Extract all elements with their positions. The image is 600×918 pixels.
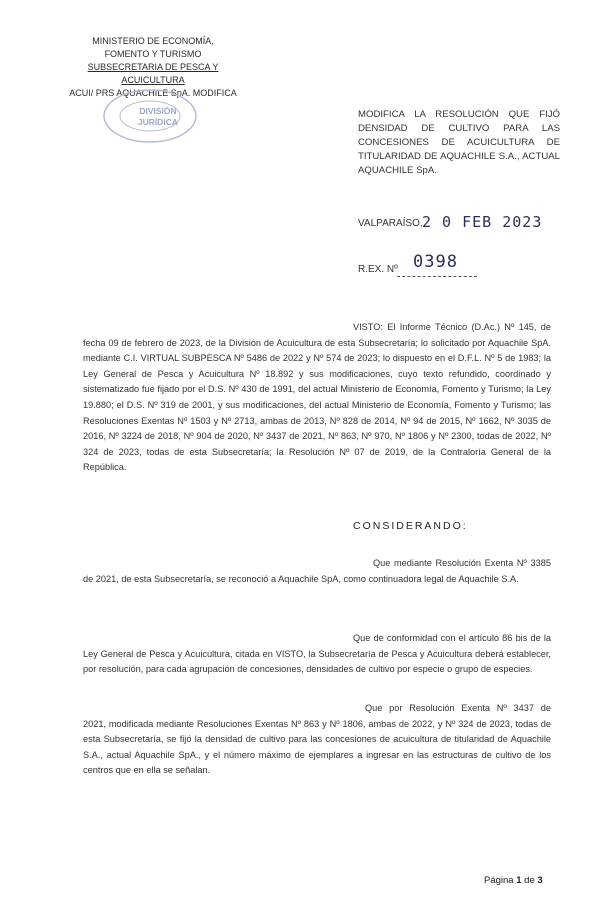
considerando-2: Que de conformidad con el artículo 86 bis de la Ley General de Pesca y Acuicultura, citada en VISTO, la Subsecretaría de Pesca y Acuicultura deberá establecer, por resolución, para cada agrupación de concesiones, densidades de cultivo por especie o grupo de especies. (83, 633, 551, 675)
considerando-title: CONSIDERANDO: (353, 520, 468, 532)
considerando-3: Que por Resolución Exenta Nº 3437 de 2021, modificada mediante Resoluciones Exentas Nº 863 y Nº 1806, ambas de 2022, y Nº 324 de 2023, todas de esta Subsecretaría, se fijó la densidad de cultivo para las concesiones de acuicultura de titularidad de Aquachile S.A., actual Aquachile SpA., y el número máximo de ejemplares a ingresar en las estructuras de cultivo de los centros que en ella se señalan. (83, 703, 551, 776)
rex-number-line (397, 276, 477, 277)
rex-number: 0398 (413, 252, 458, 272)
footer-of-label: de (524, 875, 535, 886)
date-stamp: 2 0 FEB 2023 (422, 213, 543, 231)
resolution-subject: MODIFICA LA RESOLUCIÓN QUE FIJÓ DENSIDAD DE CULTIVO PARA LAS CONCESIONES DE ACUICULTURA DE TITULARIDAD DE AQUACHILE S.A., ACTUAL AQUACHILE SpA. (358, 109, 560, 176)
page-footer (484, 875, 543, 886)
footer-page-number: 1 (516, 875, 522, 886)
stamp-line1: DIVISIÓN (139, 106, 177, 116)
footer-page-label: Página (484, 875, 514, 886)
visto-paragraph: VISTO: El Informe Técnico (D.Ac.) Nº 145, de fecha 09 de febrero de 2023, de la División de Acuicultura de esta Subsecretaría; lo solicitado por Aquachile SpA. mediante C.I. VIRTUAL SUBPESCA Nº 5486 de 2022 y Nº 574 de 2023; lo dispuesto en el D.F.L. Nº 5 de 1983; la Ley General de Pesca y Acuicultura Nº 18.892 y sus modificaciones, cuyo texto refundido, coordinado y sistematizado fue fijado por el D.S. Nº 430 de 1991, del actual Ministerio de Economía, Fomento y Turismo; la Ley 19.880; el D.S. Nº 319 de 2001, y sus modificaciones, del actual Ministerio de Economía, Fomento y Turismo; las Resoluciones Exentas Nº 1503 y Nº 2713, ambas de 2013, Nº 828 de 2014, Nº 94 de 2015, Nº 1662, Nº 3035 de 2016, Nº 3224 de 2018, Nº 904 de 2020, Nº 3437 de 2021, Nº 863, Nº 970, Nº 1806 y Nº 2300, todas de 2022, Nº 324 de 2023, todas de esta Subsecretaría; la Resolución Nº 07 de 2019, de la Contraloría General de la República. (83, 322, 551, 473)
letterhead-subsecretaria: SUBSECRETARIA DE PESCA Y ACUICULTURA (87, 62, 219, 85)
division-juridica-stamp (102, 88, 198, 144)
considerando-1: Que mediante Resolución Exenta Nº 3385 de 2021, de esta Subsecretaría, se reconoció a Aquachile SpA, como continuadora legal de Aquachile S.A. (83, 558, 551, 584)
letterhead-ministry-sub: FOMENTO Y TURISMO (104, 49, 202, 59)
letterhead-ministry: MINISTERIO DE ECONOMÍA, (92, 36, 214, 46)
footer-page-total: 3 (537, 875, 543, 886)
stamp-line2: JURÍDICA (137, 117, 179, 127)
place-label: VALPARAÍSO, (358, 218, 423, 229)
letterhead-reference: ACUI/ PRS AQUACHILE SpA. MODIFICA (69, 88, 237, 98)
rex-label: R.EX. Nº (358, 264, 398, 275)
